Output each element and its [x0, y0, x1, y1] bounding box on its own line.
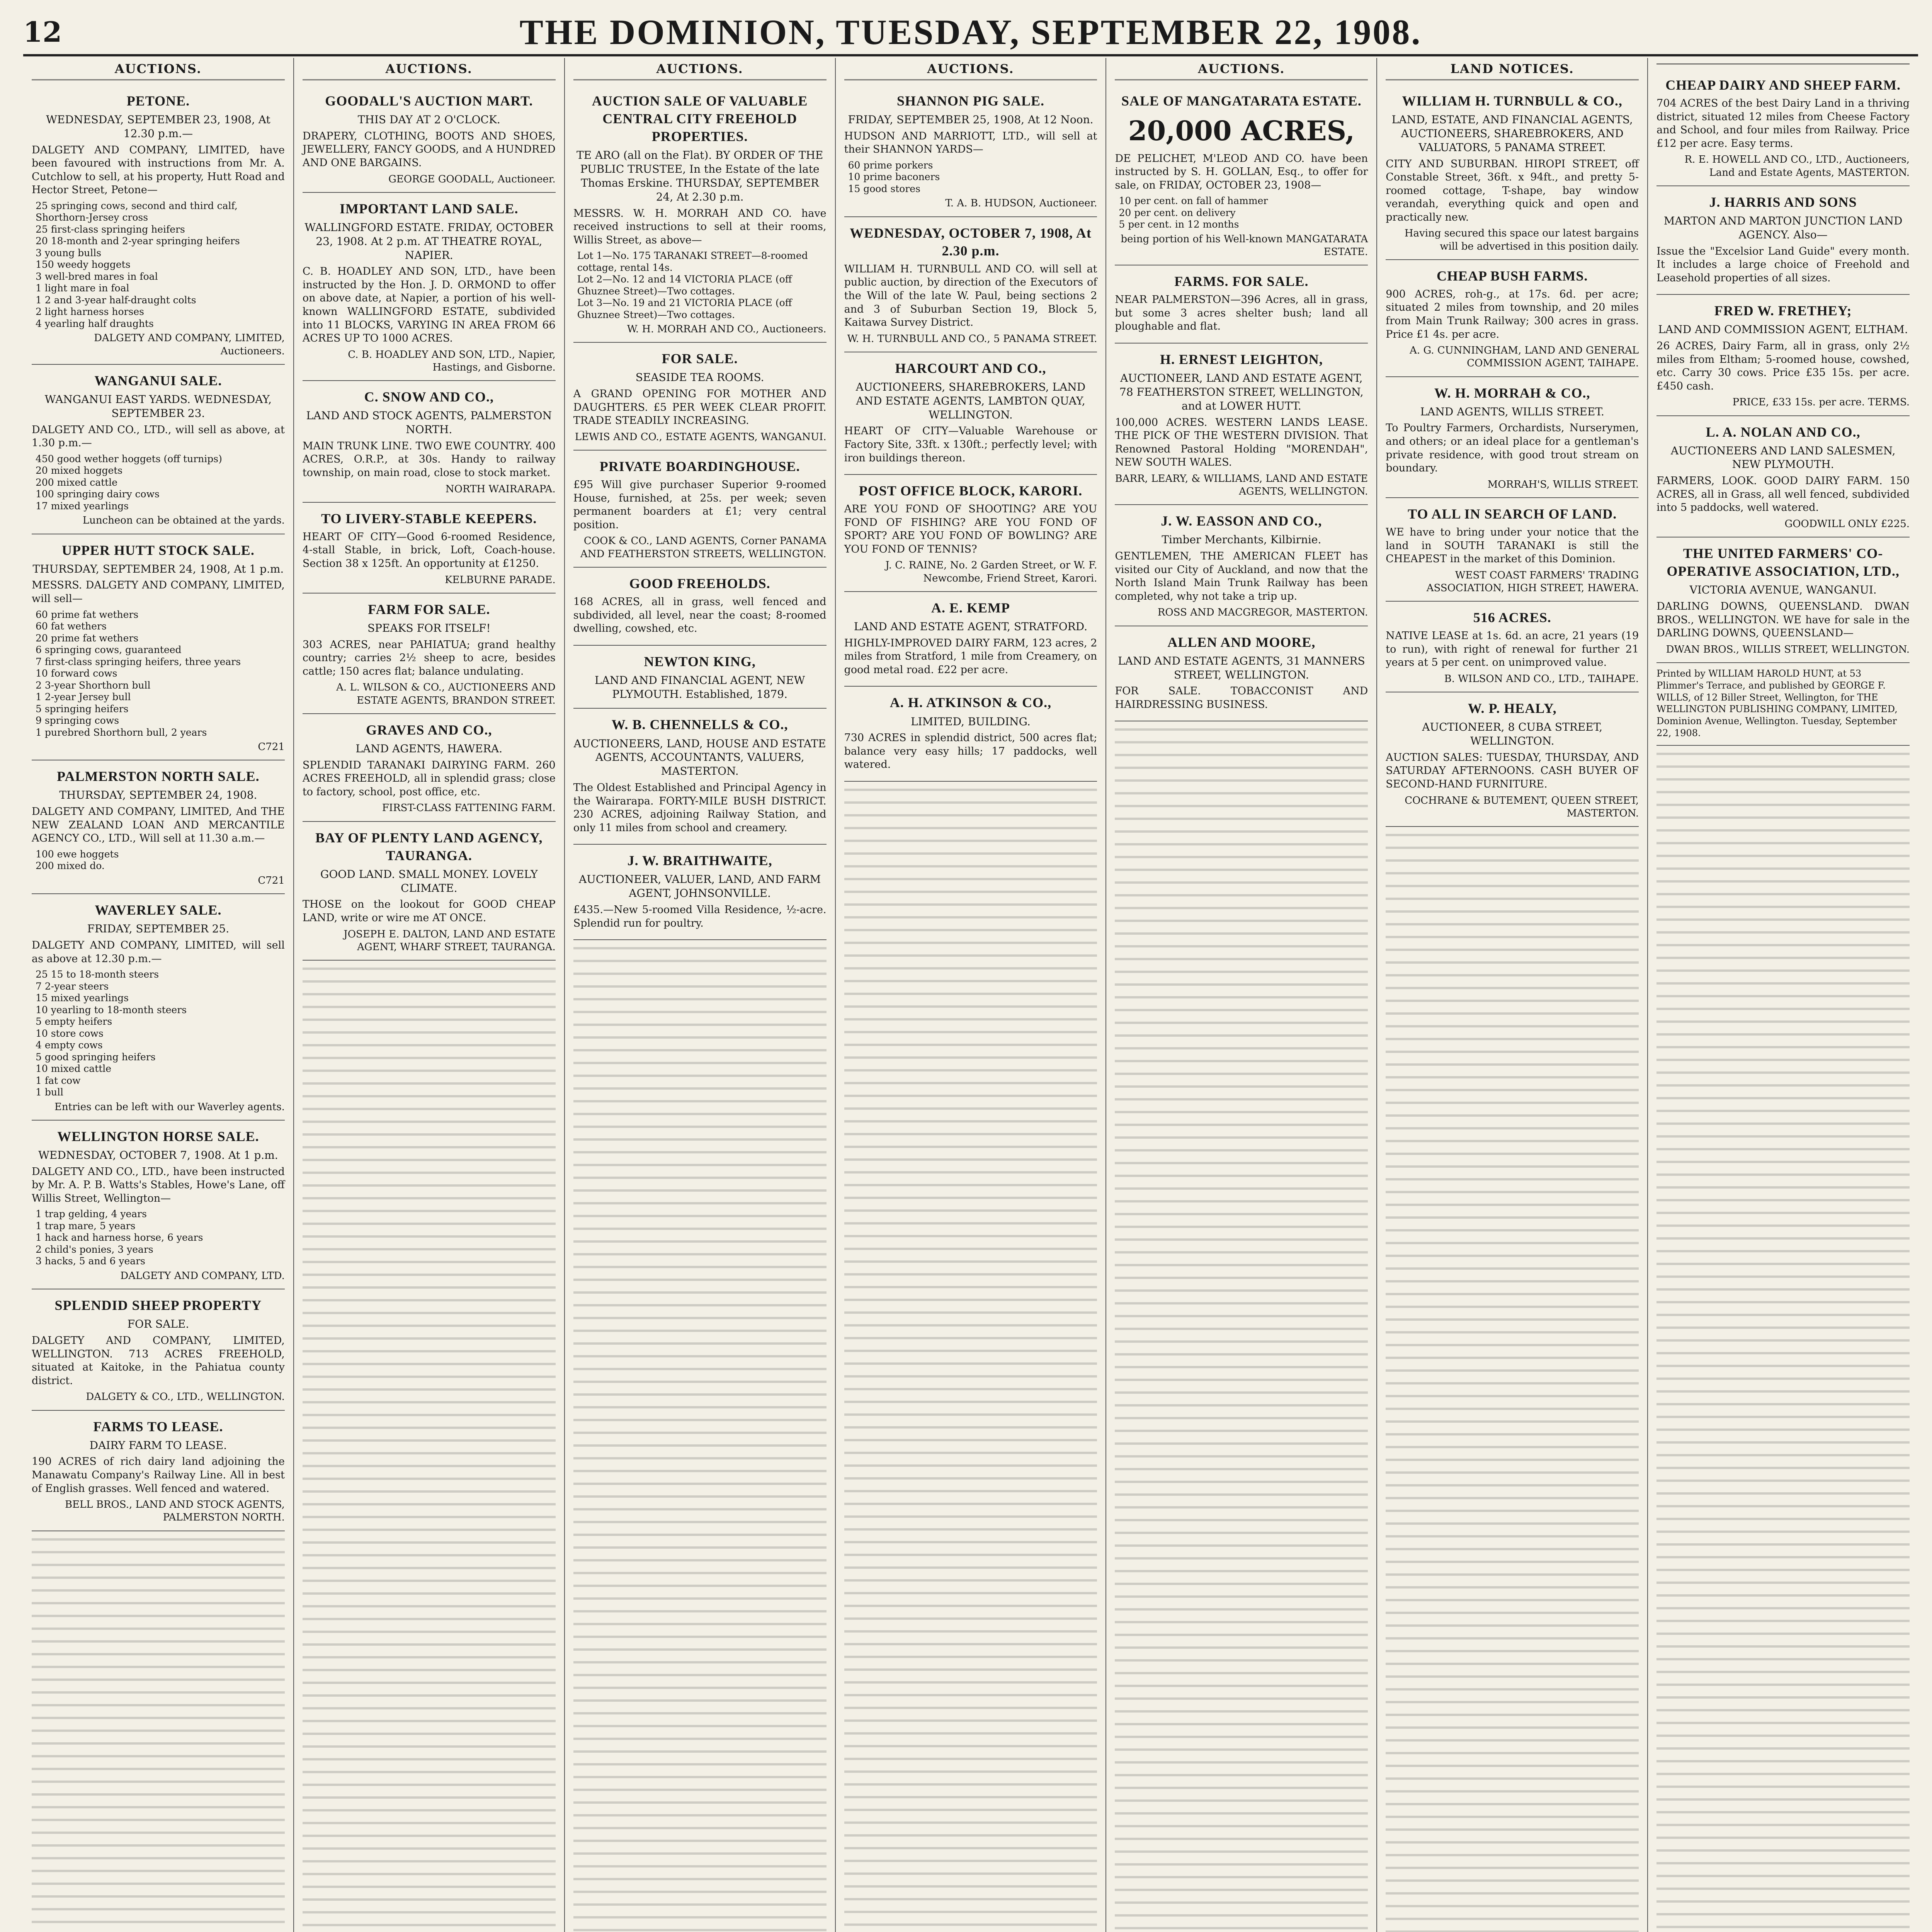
ad-lot-item: 20 mixed hoggets — [36, 465, 123, 476]
ad-signature: being portion of his Well-known MANGATARATA ESTATE. — [1121, 233, 1368, 258]
advertisement — [32, 85, 285, 365]
ad-signature: LEWIS AND CO., ESTATE AGENTS, WANGANUI. — [575, 431, 827, 443]
ad-heading: WILLIAM H. TURNBULL & CO., — [1402, 93, 1622, 109]
masthead — [23, 8, 1918, 50]
ad-subheading: FOR SALE. — [127, 1318, 189, 1331]
ad-lot-item: 7 first-class springing heifers, three years — [36, 656, 241, 667]
ad-body: DRAPERY, CLOTHING, BOOTS AND SHOES, JEWELLERY, FANCY GOODS, and A HUNDRED AND ONE BARGAINS. — [302, 130, 556, 169]
ad-lot-item: 10 yearling to 18-month steers — [36, 1004, 187, 1015]
ad-heading: H. ERNEST LEIGHTON, — [1160, 352, 1323, 367]
ad-heading: WELLINGTON HORSE SALE. — [57, 1128, 259, 1144]
ad-body: A GRAND OPENING FOR MOTHER AND DAUGHTERS. £5 PER WEEK CLEAR PROFIT. TRADE STEADILY INCREASING. — [573, 388, 827, 427]
ad-lot-item: 4 yearling half draughts — [36, 318, 154, 329]
ad-subheading: THIS DAY AT 2 O'CLOCK. — [357, 113, 500, 126]
ad-body: NATIVE LEASE at 1s. 6d. an acre, 21 years (19 to run), with right of renewal for further 21 years at 5 per cent. on unimproved value. — [1386, 630, 1639, 669]
column-2 — [293, 58, 564, 1932]
ad-body: NEAR PALMERSTON—396 Acres, all in grass, but some 3 acres shelter bush; land all ploughable and flat. — [1115, 294, 1368, 333]
ad-subheading: FRIDAY, SEPTEMBER 25. — [87, 922, 230, 935]
advertisement — [573, 646, 827, 709]
advertisement — [844, 687, 1097, 782]
ad-lot-list — [32, 200, 285, 330]
ad-subheading: THURSDAY, SEPTEMBER 24, 1908. — [59, 789, 257, 802]
advertisement — [32, 365, 285, 534]
advertisement — [573, 568, 827, 646]
ad-heading: POST OFFICE BLOCK, KARORI. — [859, 483, 1083, 499]
ad-heading: TO LIVERY-STABLE KEEPERS. — [321, 510, 537, 526]
ad-lot-list — [32, 969, 285, 1099]
ad-subheading: WEDNESDAY, SEPTEMBER 23, 1908, At 12.30 p.m.— — [46, 113, 270, 140]
ad-heading: WANGANUI SALE. — [94, 372, 222, 388]
ad-body: AUCTION SALES: TUESDAY, THURSDAY, AND SATURDAY AFTERNOONS. CASH BUYER OF SECOND-HAND FURNITURE. — [1386, 751, 1639, 790]
advertisement — [573, 343, 827, 451]
ad-lot-item: 5 springing heifers — [36, 703, 129, 714]
ad-signature: W. H. TURNBULL AND CO., 5 PANAMA STREET. — [847, 333, 1097, 345]
ad-lot-item: 10 forward cows — [36, 668, 117, 679]
ad-body: HUDSON AND MARRIOTT, LTD., will sell at their SHANNON YARDS— — [844, 130, 1097, 156]
advertisement — [32, 1121, 285, 1289]
ad-body: FARMERS, LOOK. GOOD DAIRY FARM. 150 ACRES, all in Grass, all well fenced, subdivided into 5 paddocks, well watered. — [1656, 475, 1910, 514]
ad-signature: C721 — [258, 741, 285, 753]
ad-body: 303 ACRES, near PAHIATUA; grand healthy country; carries 2½ sheep to acre, besides cattle; 150 acres flat; balance undulating. — [302, 638, 556, 677]
ad-signature: BELL BROS., LAND AND STOCK AGENTS, PALMERSTON NORTH. — [65, 1499, 285, 1524]
advertisement — [1386, 85, 1639, 260]
ad-lot-item: 5 good springing heifers — [36, 1051, 156, 1063]
ad-lot-item: 1 fat cow — [36, 1075, 81, 1086]
advertisement — [844, 352, 1097, 475]
ad-lot-item: 1 2-year Jersey bull — [36, 691, 131, 702]
ad-heading: UPPER HUTT STOCK SALE. — [62, 542, 255, 558]
ad-lot-item: 15 good stores — [848, 183, 920, 194]
advertisement — [1386, 260, 1639, 377]
ad-body: HIGHLY-IMPROVED DAIRY FARM, 123 acres, 2 miles from Stratford, 1 mile from Creamery, on good metal road. £22 per acre. — [844, 637, 1097, 676]
ad-body: 900 ACRES, roh-g., at 17s. 6d. per acre; situated 2 miles from township, and 20 miles from Main Trunk Railway; 300 acres in grass. Price £1 4s. per acre. — [1386, 288, 1639, 340]
ad-lot-item: 2 light harness horses — [36, 306, 144, 318]
ad-body: DALGETY AND CO., LTD., will sell as above, at 1.30 p.m.— — [32, 423, 285, 449]
ad-body: MAIN TRUNK LINE. TWO EWE COUNTRY. 400 ACRES, O.R.P., at 30s. Handy to railway township, on main road, close to stock market. — [302, 440, 556, 479]
column-7 — [1647, 58, 1918, 1932]
ad-heading: SHANNON PIG SALE. — [896, 93, 1045, 109]
ad-body: GENTLEMEN, THE AMERICAN FLEET has visited our City of Auckland, and now that the North Island Main Trunk Railway has been completed, why not take a trip up. — [1115, 550, 1368, 602]
ad-body: 26 ACRES, Dairy Farm, all in grass, only 2½ miles from Eltham; 5-roomed house, cowshed, etc. Carry 30 cows. Price £35 15s. per acre. £450 cash. — [1656, 340, 1910, 392]
advertisement — [303, 85, 556, 193]
ad-body: DARLING DOWNS, QUEENSLAND. DWAN BROS., WELLINGTON. WE have for sale in the DARLING DOWNS, QUEENSLAND— — [1656, 600, 1910, 639]
ad-body: £435.—New 5-roomed Villa Residence, ½-acre. Splendid run for poultry. — [573, 903, 827, 929]
ad-heading: AUCTION SALE OF VALUABLE CENTRAL CITY FREEHOLD PROPERTIES. — [592, 93, 808, 145]
ad-subheading: AUCTIONEERS, LAND, HOUSE AND ESTATE AGENTS, ACCOUNTANTS, VALUERS, MASTERTON. — [573, 737, 826, 778]
ad-subheading: LAND AND COMMISSION AGENT, ELTHAM. — [1658, 323, 1908, 336]
ad-lot-item: 100 ewe hoggets — [36, 848, 119, 860]
column-3 — [564, 58, 835, 1932]
ad-lot-item: 5 per cent. in 12 months — [1119, 219, 1239, 230]
ad-body: DALGETY AND COMPANY, LIMITED, And THE NEW ZEALAND LOAN AND MERCANTILE AGENCY CO., LTD., Will sell at 11.30 a.m.— — [32, 806, 285, 845]
advertisement — [573, 709, 827, 845]
ad-heading: NEWTON KING, — [644, 653, 756, 669]
ad-body: DE PELICHET, M'LEOD AND CO. have been instructed by S. H. GOLLAN, Esq., to offer for sale, on FRIDAY, OCTOBER 23, 1908— — [1115, 152, 1368, 191]
advertisement — [1656, 295, 1910, 416]
advertisement — [1656, 537, 1910, 663]
ad-lot-item: 5 empty heifers — [36, 1016, 112, 1027]
advertisement — [1656, 416, 1910, 538]
ad-body: 190 ACRES of rich dairy land adjoining the Manawatu Company's Railway Line. All in best of English grasses. Well fenced and watered. — [32, 1456, 285, 1495]
ad-heading: THE UNITED FARMERS' CO-OPERATIVE ASSOCIATION, LTD., — [1667, 546, 1900, 579]
ad-signature: T. A. B. HUDSON, Auctioneer. — [945, 197, 1097, 209]
fine-print-text — [32, 1531, 285, 1932]
column-6 — [1376, 58, 1647, 1932]
column-5 — [1105, 58, 1376, 1932]
ad-lot-item: 15 mixed yearlings — [36, 992, 129, 1004]
advertisement — [1386, 602, 1639, 692]
ad-body: 730 ACRES in splendid district, 500 acres flat; balance very easy hills; 17 paddocks, well watered. — [844, 732, 1097, 771]
ad-subheading: Timber Merchants, Kilbirnie. — [1162, 533, 1321, 546]
advertisement — [303, 193, 556, 381]
advertisement — [844, 85, 1097, 217]
ad-signature: WEST COAST FARMERS' TRADING ASSOCIATION, HIGH STREET, HAWERA. — [1426, 569, 1639, 594]
ad-lot-item: 20 prime fat wethers — [36, 632, 139, 644]
ad-lot-list — [1115, 195, 1368, 231]
ad-lot-item: 20 18-month and 2-year springing heifers — [36, 235, 240, 247]
ad-heading: SPLENDID SHEEP PROPERTY — [54, 1298, 262, 1313]
ad-signature: DALGETY AND COMPANY, LIMITED, Auctioneers. — [94, 332, 285, 357]
ad-heading: PRIVATE BOARDINGHOUSE. — [599, 459, 800, 474]
ad-body: The Oldest Established and Principal Agency in the Wairarapa. FORTY-MILE BUSH DISTRICT. 230 ACRES, adjoining Railway Station, and only 11 miles from school and creamery. — [573, 782, 827, 834]
ad-signature: BARR, LEARY, & WILLIAMS, LAND AND ESTATE AGENTS, WELLINGTON. — [1115, 473, 1368, 498]
ad-heading: J. W. EASSON AND CO., — [1161, 513, 1322, 529]
ad-subheading: LAND AGENTS, WILLIS STREET. — [1420, 405, 1604, 418]
ad-subheading: LAND AND FINANCIAL AGENT, NEW PLYMOUTH. Established, 1879. — [595, 673, 805, 701]
ad-signature: A. L. WILSON & CO., AUCTIONEERS AND ESTATE AGENTS, BRANDON STREET. — [336, 682, 556, 706]
ad-lot-item: Lot 3—No. 19 and 21 VICTORIA PLACE (off Ghuznee Street)—Two cottages. — [577, 297, 792, 320]
column-header: AUCTIONS. — [844, 61, 1097, 80]
ad-body: C. B. HOADLEY AND SON, LTD., have been instructed by the Hon. J. D. ORMOND to offer on above date, at Napier, a portion of his well-known WALLINGFORD ESTATE, subdivided into 11 BLOCKS, VARYING IN AREA FROM 66 ACRES UP TO 1000 ACRES. — [302, 265, 556, 345]
fine-print-text — [573, 940, 827, 1932]
ad-lot-list — [844, 160, 1097, 195]
ad-body: WE have to bring under your notice that the land in SOUTH TARANAKI is still the CHEAPEST in the market of this Dominion. — [1386, 526, 1639, 565]
advertisement — [573, 451, 827, 568]
ad-lot-item: 3 hacks, 5 and 6 years — [36, 1255, 145, 1267]
ad-signature: C. B. HOADLEY AND SON, LTD., Napier, Hastings, and Gisborne. — [348, 349, 556, 373]
ad-heading: C. SNOW AND CO., — [364, 389, 494, 405]
ad-signature: KELBURNE PARADE. — [445, 574, 556, 586]
fine-print-text — [1656, 746, 1910, 1932]
ad-lot-item: 1 2 and 3-year half-draught colts — [36, 294, 196, 306]
ad-subheading: SPEAKS FOR ITSELF! — [367, 621, 491, 634]
columns-container — [23, 58, 1918, 1932]
ad-lot-item: 200 mixed cattle — [36, 476, 117, 488]
ad-body: MESSRS. DALGETY AND COMPANY, LIMITED, will sell— — [32, 579, 285, 605]
ad-subheading: MARTON AND MARTON JUNCTION LAND AGENCY. Also— — [1663, 214, 1903, 241]
ad-heading: WEDNESDAY, OCTOBER 7, 1908, At 2.30 p.m. — [850, 225, 1092, 259]
ad-body: HEART OF CITY—Valuable Warehouse or Factory Site, 33ft. x 130ft.; perfectly level; with iron buildings thereon. — [844, 425, 1097, 464]
ad-subheading: AUCTIONEER, LAND AND ESTATE AGENT, 78 FEATHERSTON STREET, WELLINGTON, and at LOWER HUTT. — [1119, 372, 1364, 412]
ad-heading: PALMERSTON NORTH SALE. — [57, 769, 260, 784]
ad-subheading: TE ARO (all on the Flat). BY ORDER OF THE PUBLIC TRUSTEE, In the Estate of the late Thomas Erskine. THURSDAY, SEPTEMBER 24, At 2.30 p.m. — [576, 149, 823, 203]
ad-heading: FARMS. FOR SALE. — [1174, 274, 1309, 289]
ad-body: DALGETY AND COMPANY, LIMITED, have been favoured with instructions from Mr. A. Cutchlow to sell, at his property, Hutt Road and Hector Street, Petone— — [32, 144, 285, 196]
ad-lot-list — [32, 609, 285, 739]
ad-lot-item: 1 trap gelding, 4 years — [36, 1208, 147, 1220]
ad-heading: GOODALL'S AUCTION MART. — [325, 93, 533, 109]
ad-lot-item: 25 first-class springing heifers — [36, 223, 185, 235]
ad-heading: PETONE. — [126, 93, 190, 109]
ad-body: SPLENDID TARANAKI DAIRYING FARM. 260 ACRES FREEHOLD, all in splendid grass; close to factory, school, post office, etc. — [302, 759, 556, 798]
ad-signature: GOODWILL ONLY £225. — [1784, 518, 1910, 530]
advertisement — [303, 714, 556, 822]
ad-signature: Having secured this space our latest bargains will be advertised in this position daily. — [1404, 228, 1639, 252]
advertisement — [573, 845, 827, 940]
advertisement — [1386, 692, 1639, 827]
ad-subheading: FRIDAY, SEPTEMBER 25, 1908, At 12 Noon. — [848, 113, 1094, 126]
ad-signature: COCHRANE & BUTEMENT, QUEEN STREET, MASTERTON. — [1405, 794, 1639, 819]
ad-subheading: LIMITED, BUILDING. — [911, 715, 1031, 728]
advertisement — [1115, 505, 1368, 626]
masthead-rule — [23, 54, 1918, 56]
fine-print-text — [844, 782, 1097, 1932]
ad-heading: W. P. HEALY, — [1468, 701, 1557, 716]
ad-body: 168 ACRES, all in grass, well fenced and subdivided, all level, near the coast; 8-roomed dwelling, cowshed, etc. — [573, 596, 827, 635]
ad-heading: TO ALL IN SEARCH OF LAND. — [1408, 506, 1617, 522]
ad-lot-item: 10 store cows — [36, 1027, 104, 1039]
ad-subheading: LAND AND ESTATE AGENTS, 31 MANNERS STREET, WELLINGTON. — [1118, 654, 1365, 681]
ad-signature: FIRST-CLASS FATTENING FARM. — [382, 802, 556, 814]
ad-body: DALGETY AND COMPANY, LIMITED, WELLINGTON. 713 ACRES FREEHOLD, situated at Kaitoke, in the Pahiatua county district. — [32, 1335, 285, 1387]
ad-body: HEART OF CITY—Good 6-roomed Residence, 4-stall Stable, in brick, Loft, Coach-house. Section 38 x 125ft. An opportunity at £1250. — [302, 531, 556, 570]
ad-body: Issue the "Excelsior Land Guide" every month. It includes a large choice of Freehold and Leasehold properties of all sizes. — [1656, 245, 1910, 284]
ad-signature: B. WILSON AND CO., LTD., TAIHAPE. — [1444, 673, 1639, 685]
ad-lot-item: 2 child's ponies, 3 years — [36, 1243, 153, 1255]
ad-subheading: WANGANUI EAST YARDS. WEDNESDAY, SEPTEMBER 23. — [44, 393, 272, 420]
ad-subheading: GOOD LAND. SMALL MONEY. LOVELY CLIMATE. — [320, 867, 538, 895]
ad-subheading: WALLINGFORD ESTATE. FRIDAY, OCTOBER 23, 1908. At 2 p.m. AT THEATRE ROYAL, NAPIER. — [304, 221, 554, 262]
ad-lot-item: 25 15 to 18-month steers — [36, 969, 159, 980]
advertisement — [303, 381, 556, 503]
ad-subheading: THURSDAY, SEPTEMBER 24, 1908, At 1 p.m. — [32, 562, 284, 575]
ad-lot-item: 25 springing cows, second and third calf, Shorthorn-Jersey cross — [36, 200, 238, 223]
column-1 — [23, 58, 293, 1932]
column-4 — [835, 58, 1106, 1932]
ad-subheading: AUCTIONEER, 8 CUBA STREET, WELLINGTON. — [1422, 721, 1603, 748]
ad-signature: DWAN BROS., WILLIS STREET, WELLINGTON. — [1666, 643, 1910, 655]
ad-signature: MORRAH'S, WILLIS STREET. — [1487, 478, 1639, 490]
fine-print-text — [1386, 827, 1639, 1932]
ad-lot-item: 100 springing dairy cows — [36, 488, 160, 500]
ad-subheading: LAND, ESTATE, AND FINANCIAL AGENTS, AUCTIONEERS, SHAREBROKERS, AND VALUATORS, 5 PANAMA STREET. — [1391, 113, 1633, 154]
ad-lot-list — [32, 1208, 285, 1267]
ad-heading: HARCOURT AND CO., — [895, 360, 1046, 376]
ad-lot-item: Lot 1—No. 175 TARANAKI STREET—8-roomed cottage, rental 14s. — [577, 250, 808, 273]
ad-lot-item: 60 fat wethers — [36, 621, 107, 632]
ad-signature: C721 — [258, 874, 285, 886]
ad-lot-item: 60 prime fat wethers — [36, 609, 139, 620]
ad-lot-item: 20 per cent. on delivery — [1119, 207, 1236, 218]
ad-signature: NORTH WAIRARAPA. — [445, 483, 556, 495]
ad-signature: ROSS AND MACGREGOR, MASTERTON. — [1157, 607, 1368, 619]
newspaper-title: THE DOMINION, TUESDAY, SEPTEMBER 22, 1908. — [519, 12, 1422, 52]
ad-lot-item: 10 mixed cattle — [36, 1063, 112, 1075]
ad-heading: A. H. ATKINSON & CO., — [889, 695, 1052, 711]
ad-signature: J. C. RAINE, No. 2 Garden Street, or W. F. Newcombe, Friend Street, Karori. — [885, 560, 1097, 584]
ad-heading: FRED W. FRETHEY; — [1714, 303, 1852, 319]
ad-subheading: SEASIDE TEA ROOMS. — [635, 371, 764, 384]
ad-lot-item: 200 mixed do. — [36, 860, 105, 872]
ad-subheading: AUCTIONEERS, SHAREBROKERS, LAND AND ESTATE AGENTS, LAMBTON QUAY, WELLINGTON. — [855, 380, 1086, 421]
advertisement — [1115, 626, 1368, 722]
ad-heading: CHEAP BUSH FARMS. — [1437, 268, 1588, 284]
ad-body: ARE YOU FOND OF SHOOTING? ARE YOU FOND OF FISHING? ARE YOU FOND OF SPORT? ARE YOU FOND OF BOWLING? ARE YOU FOND OF TENNIS? — [844, 503, 1097, 555]
ad-signature: GEORGE GOODALL, Auctioneer. — [388, 173, 556, 185]
ad-heading: J. HARRIS AND SONS — [1709, 194, 1857, 210]
advertisement — [1115, 344, 1368, 505]
ad-lot-item: 1 purebred Shorthorn bull, 2 years — [36, 726, 207, 738]
ad-body: 100,000 ACRES. WESTERN LANDS LEASE. THE PICK OF THE WESTERN DIVISION. That Renowned Pastoral Holding "MORENDAH", NEW SOUTH WALES. — [1115, 416, 1368, 469]
page-number: 12 — [23, 15, 62, 48]
advertisement — [844, 217, 1097, 352]
ad-lot-list — [32, 453, 285, 512]
advertisement — [32, 760, 285, 894]
ad-lot-item: 6 springing cows, guaranteed — [36, 644, 182, 655]
advertisement — [303, 503, 556, 594]
ad-body: £95 Will give purchaser Superior 9-roomed House, furnished, at 25s. per week; seven permanent boarders at £1; very central position. — [573, 479, 827, 531]
imprint: Printed by WILLIAM HAROLD HUNT, at 53 Plimmer's Terrace, and published by GEORGE F. WILLS, of 12 Biller Street, Wellington, for THE WELLINGTON PUBLISHING COMPANY, LIMITED, Dominion Avenue, Wellington. Tuesday, September 22, 1908. — [1656, 663, 1910, 746]
ad-heading: A. E. KEMP — [931, 600, 1010, 616]
ad-heading: BAY OF PLENTY LAND AGENCY, TAURANGA. — [315, 830, 543, 863]
advertisement — [1115, 85, 1368, 265]
ad-lot-list — [32, 849, 285, 872]
ad-heading: FARMS TO LEASE. — [93, 1418, 223, 1434]
ad-heading: IMPORTANT LAND SALE. — [340, 201, 519, 216]
ad-subheading: WEDNESDAY, OCTOBER 7, 1908. At 1 p.m. — [38, 1148, 278, 1162]
fine-print-text — [303, 961, 556, 1932]
ad-body: MESSRS. W. H. MORRAH AND CO. have received instructions to sell at their rooms, Willis Street, as above— — [573, 207, 827, 246]
fine-print-text — [1115, 721, 1368, 1932]
ad-subheading: VICTORIA AVENUE, WANGANUI. — [1689, 583, 1877, 597]
advertisement — [1656, 186, 1910, 295]
column-header: AUCTIONS. — [32, 61, 285, 80]
ad-signature: DALGETY AND COMPANY, LTD. — [120, 1270, 285, 1282]
ad-signature: W. H. MORRAH AND CO., Auctioneers. — [627, 323, 827, 335]
ad-heading: SALE OF MANGATARATA ESTATE. — [1121, 93, 1362, 109]
ad-heading: 516 ACRES. — [1473, 610, 1551, 626]
ad-lot-list — [573, 250, 827, 321]
ad-lot-item: 60 prime porkers — [848, 159, 933, 171]
ad-lot-item: 1 light mare in foal — [36, 282, 129, 294]
ad-lot-item: 150 weedy hoggets — [36, 259, 131, 270]
ad-signature: DALGETY & CO., LTD., WELLINGTON. — [86, 1391, 285, 1403]
advertisement — [1386, 377, 1639, 498]
ad-heading: FOR SALE. — [662, 351, 738, 367]
ad-acreage: 20,000 ACRES, — [1128, 115, 1355, 147]
ad-body: To Poultry Farmers, Orchardists, Nurserymen, and others; or an ideal place for a gentleman's private residence, with good trout stream on boundary. — [1386, 422, 1639, 474]
ad-lot-item: 10 per cent. on fall of hammer — [1119, 195, 1268, 207]
ad-body: DALGETY AND CO., LTD., have been instructed by Mr. A. P. B. Watts's Stables, Howe's Lane, off Willis Street, Wellington— — [32, 1165, 285, 1204]
ad-body: CITY AND SUBURBAN. HIROPI STREET, off Constable Street, 36ft. x 94ft., and pretty 5-roomed cottage, T-shape, bay window verandah, everything quick and open and practically new. — [1386, 158, 1639, 223]
ad-body: 704 ACRES of the best Dairy Land in a thriving district, situated 12 miles from Cheese Factory and School, and four miles from Railway. Price £12 per acre. Easy terms. — [1656, 97, 1910, 150]
ad-lot-item: 450 good wether hoggets (off turnips) — [36, 453, 222, 464]
ad-lot-item: 10 prime baconers — [848, 171, 940, 183]
ad-signature: JOSEPH E. DALTON, LAND AND ESTATE AGENT, WHARF STREET, TAURANGA. — [344, 928, 556, 953]
ad-signature: PRICE, £33 15s. per acre. TERMS. — [1732, 396, 1910, 408]
ad-lot-item: Lot 2—No. 12 and 14 VICTORIA PLACE (off Ghuznee Street)—Two cottages. — [577, 274, 792, 297]
ad-subheading: LAND AGENTS, HAWERA. — [355, 742, 503, 755]
ad-lot-item: 3 well-bred mares in foal — [36, 270, 158, 282]
ad-heading: W. B. CHENNELLS & CO., — [611, 717, 788, 733]
ad-signature: A. G. CUNNINGHAM, LAND AND GENERAL COMMISSION AGENT, TAIHAPE. — [1410, 345, 1639, 369]
ad-heading: FARM FOR SALE. — [368, 601, 490, 617]
ad-signature: COOK & CO., LAND AGENTS, Corner PANAMA AND FEATHERSTON STREETS, WELLINGTON. — [580, 535, 827, 560]
column-header: AUCTIONS. — [303, 61, 556, 80]
ad-body: DALGETY AND COMPANY, LIMITED, will sell as above at 12.30 p.m.— — [32, 939, 285, 965]
ad-subheading: LAND AND ESTATE AGENT, STRATFORD. — [854, 620, 1088, 633]
column-header: AUCTIONS. — [573, 61, 827, 80]
advertisement — [1386, 498, 1639, 602]
advertisement — [1115, 265, 1368, 344]
advertisement — [844, 592, 1097, 687]
ad-signature: R. E. HOWELL AND CO., LTD., Auctioneers, Land and Estate Agents, MASTERTON. — [1684, 154, 1910, 179]
ad-lot-item: 2 3-year Shorthorn bull — [36, 679, 151, 691]
ad-lot-item: 7 2-year steers — [36, 980, 109, 992]
advertisement — [1656, 69, 1910, 186]
ad-lot-item: 1 hack and harness horse, 6 years — [36, 1232, 203, 1243]
ad-body: WILLIAM H. TURNBULL AND CO. will sell at public auction, by direction of the Executors of the Will of the late W. Paul, being sections 2 and 3 of Suburban Section 19, Block 5, Kaitawa Survey District. — [844, 263, 1097, 329]
advertisement — [303, 594, 556, 714]
ad-body: THOSE on the lookout for GOOD CHEAP LAND, write or wire me AT ONCE. — [302, 898, 556, 924]
ad-subheading: LAND AND STOCK AGENTS, PALMERSTON NORTH. — [306, 409, 552, 436]
ad-subheading: AUCTIONEER, VALUER, LAND, AND FARM AGENT, JOHNSONVILLE. — [578, 873, 821, 900]
ad-lot-item: 1 bull — [36, 1087, 63, 1098]
ad-signature: Luncheon can be obtained at the yards. — [82, 515, 285, 527]
ad-lot-item: 3 young bulls — [36, 247, 102, 259]
advertisement — [32, 534, 285, 761]
ad-subheading: DAIRY FARM TO LEASE. — [89, 1439, 227, 1452]
ad-heading: L. A. NOLAN AND CO., — [1706, 424, 1861, 440]
ad-lot-item: 17 mixed yearlings — [36, 500, 129, 512]
ad-subheading: AUCTIONEERS AND LAND SALESMEN, NEW PLYMOUTH. — [1670, 444, 1896, 471]
ad-body: FOR SALE. TOBACCONIST AND HAIRDRESSING BUSINESS. — [1115, 685, 1368, 711]
ad-heading: GOOD FREEHOLDS. — [629, 576, 770, 592]
advertisement — [32, 1411, 285, 1531]
ad-heading: W. H. MORRAH & CO., — [1434, 385, 1590, 401]
advertisement — [844, 475, 1097, 592]
advertisement — [32, 894, 285, 1121]
ad-signature: Entries can be left with our Waverley agents. — [54, 1101, 285, 1113]
ad-heading: CHEAP DAIRY AND SHEEP FARM. — [1665, 77, 1901, 93]
advertisement — [573, 85, 827, 343]
ad-heading: WAVERLEY SALE. — [95, 902, 222, 918]
advertisement — [303, 822, 556, 961]
ad-heading: ALLEN AND MOORE, — [1167, 634, 1316, 650]
ad-lot-item: 4 empty cows — [36, 1039, 103, 1051]
column-header — [1656, 61, 1910, 65]
column-header: LAND NOTICES. — [1386, 61, 1639, 80]
ad-lot-item: 9 springing cows — [36, 715, 119, 726]
ad-heading: GRAVES AND CO., — [366, 722, 492, 738]
advertisement — [32, 1289, 285, 1410]
ad-heading: J. W. BRAITHWAITE, — [627, 853, 772, 869]
ad-lot-item: 1 trap mare, 5 years — [36, 1220, 136, 1231]
column-header: AUCTIONS. — [1115, 61, 1368, 80]
